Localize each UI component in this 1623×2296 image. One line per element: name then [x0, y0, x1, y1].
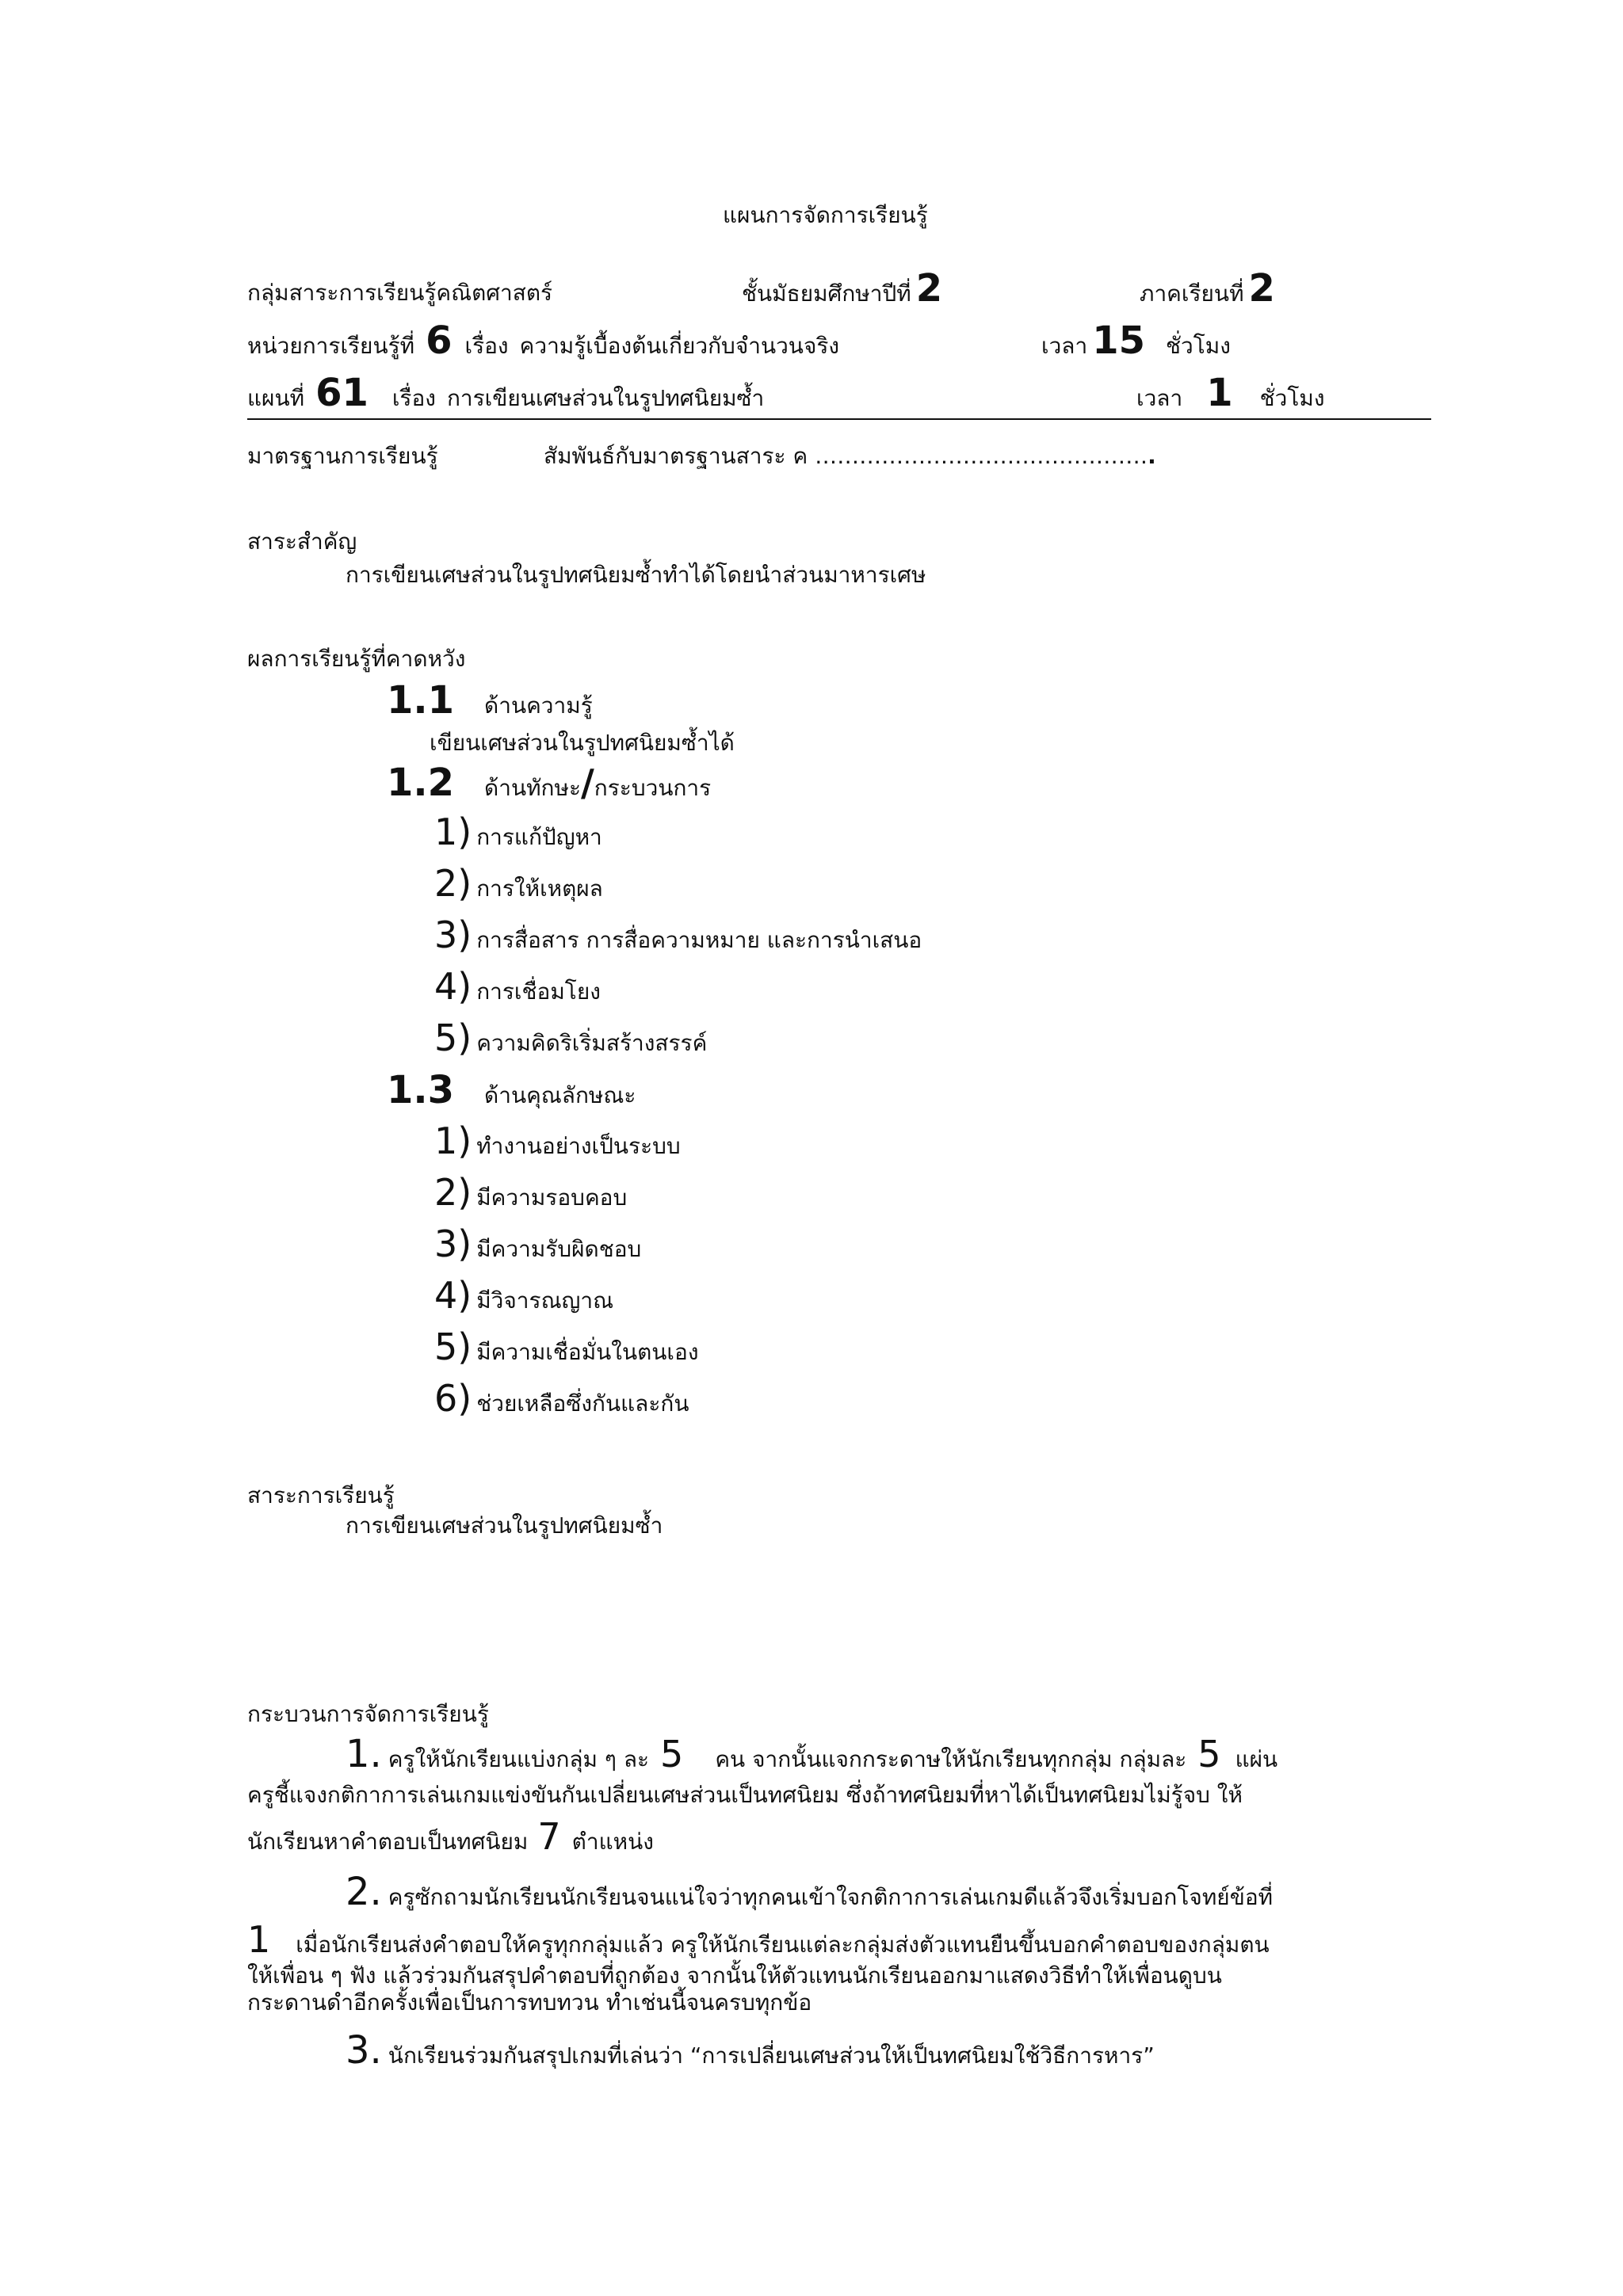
skill-item-number: 4)	[434, 965, 472, 1008]
attribute-item	[434, 1172, 627, 1214]
step-text: คน จากนั้นแจกกระดาษให้นักเรียนทุกกลุ่ม กลุ่มละ	[715, 1746, 1187, 1772]
page-title: แผนการจัดการเรียนรู้	[723, 202, 928, 228]
attribute-item-text: มีความเชื่อมั่นในตนเอง	[476, 1339, 699, 1365]
attribute-item	[434, 1378, 689, 1420]
unit-field	[247, 320, 839, 362]
process-step-2-line2	[247, 1919, 1270, 1961]
attribute-item-text: ทำงานอย่างเป็นระบบ	[476, 1133, 681, 1159]
process-step-3	[346, 2030, 1155, 2072]
skill-item	[434, 1017, 707, 1059]
plan-label: แผนที่	[247, 385, 305, 411]
standard-line	[544, 441, 1156, 472]
step-text: ครูให้นักเรียนแบ่งกลุ่ม ๆ ละ	[388, 1746, 650, 1772]
attribute-item-number: 3)	[434, 1222, 472, 1265]
attribute-item-text: มีวิจารณญาณ	[476, 1287, 614, 1314]
attribute-item	[434, 1326, 699, 1368]
unit-time-unit: ชั่วโมง	[1165, 333, 1231, 359]
semester-field	[1140, 268, 1275, 310]
grade-label: ชั้นมัธยมศึกษาปีที่	[742, 280, 911, 307]
skill-item-number: 3)	[434, 913, 472, 956]
step-number-value: 7	[537, 1815, 561, 1858]
skill-item-text: การเชื่อมโยง	[476, 978, 601, 1005]
step-text: แผ่น	[1235, 1746, 1278, 1772]
step-number-value: 5	[1197, 1733, 1221, 1775]
unit-time-field	[1041, 320, 1231, 362]
process-step-1	[346, 1733, 1277, 1775]
skill-item-text: การสื่อสาร การสื่อความหมาย และการนำเสนอ	[476, 927, 922, 953]
key-concept-text: การเขียนเศษส่วนในรูปทศนิยมซ้ำทำได้โดยนำส่วนมาหารเศษ	[346, 562, 926, 588]
skill-item	[434, 811, 602, 853]
skill-item-text: การให้เหตุผล	[476, 875, 603, 902]
attribute-item-text: มีความรอบคอบ	[476, 1184, 628, 1211]
outcome-knowledge-text: เขียนเศษส่วนในรูปทศนิยมซ้ำได้	[430, 730, 735, 756]
attribute-item-number: 2)	[434, 1171, 472, 1214]
outcome-skills-number: 1.2	[387, 761, 455, 805]
skill-item-number: 2)	[434, 862, 472, 905]
step-number-value: 1	[247, 1918, 271, 1961]
header-divider	[247, 418, 1431, 420]
step-text: นักเรียนร่วมกันสรุปเกมที่เล่นว่า “การเปลี่ยนเศษส่วนให้เป็นทศนิยมใช้วิธีการหาร”	[388, 2042, 1155, 2069]
attribute-item-number: 4)	[434, 1274, 472, 1317]
semester-label: ภาคเรียนที่	[1140, 280, 1244, 307]
plan-time-field	[1136, 372, 1325, 414]
plan-time-label: เวลา	[1136, 385, 1183, 411]
attribute-item	[434, 1223, 641, 1265]
skill-item-number: 5)	[434, 1016, 472, 1059]
skill-item	[434, 914, 922, 956]
plan-time-value: 1	[1206, 371, 1233, 415]
outcome-skills-label: ด้านทักษะ	[484, 775, 581, 801]
process-heading: กระบวนการจัดการเรียนรู้	[247, 1701, 489, 1727]
attribute-item	[434, 1275, 613, 1317]
step-number: 3.	[346, 2028, 382, 2073]
skill-item-text: การแก้ปัญหา	[476, 824, 602, 850]
unit-time-value: 15	[1092, 318, 1145, 363]
outcome-skills-slash: /	[580, 761, 594, 804]
step-text: ครูชี้แจงกติกาการเล่นเกมแข่งขันกันเปลี่ยนเศษส่วนเป็นทศนิยม ซึ่งถ้าทศนิยมที่หาได้เป็นทศนิยมไม่รู้จบ ให้	[247, 1782, 1243, 1808]
outcome-attributes-number: 1.3	[387, 1068, 455, 1112]
plan-value: 61	[315, 371, 369, 415]
step-number-value: 5	[660, 1733, 684, 1775]
content-heading: สาระการเรียนรู้	[247, 1482, 395, 1508]
step-text: กระดานดำอีกครั้งเพื่อเป็นการทบทวน ทำเช่นนี้จนครบทุกข้อ	[247, 1989, 812, 2016]
outcome-knowledge-label: ด้านความรู้	[484, 692, 593, 719]
skill-item	[434, 863, 603, 905]
standard-label: มาตรฐานการเรียนรู้	[247, 443, 438, 469]
outcome-skills-label-b: กระบวนการ	[594, 775, 712, 801]
attribute-item	[434, 1120, 681, 1162]
grade-value: 2	[915, 266, 943, 311]
unit-value: 6	[426, 318, 453, 363]
standard-end: .	[1148, 443, 1156, 469]
standard-text: สัมพันธ์กับมาตรฐานสาระ ค ………………………………………	[544, 443, 1148, 469]
step-number: 1.	[346, 1732, 382, 1776]
process-step-2	[346, 1871, 1273, 1913]
unit-topic-label: เรื่อง	[464, 333, 509, 359]
step-text: ให้เพื่อน ๆ ฟัง แล้วร่วมกันสรุปคำตอบที่ถูกต้อง จากนั้นให้ตัวแทนนักเรียนออกมาแสดงวิธีทำให้เพื่อนดูบน	[247, 1962, 1222, 1989]
outcome-knowledge-number: 1.1	[387, 678, 455, 723]
attribute-item-number: 1)	[434, 1119, 472, 1162]
unit-topic: ความรู้เบื้องต้นเกี่ยวกับจำนวนจริง	[519, 333, 840, 359]
step-text: เมื่อนักเรียนส่งคำตอบให้ครูทุกกลุ่มแล้ว ครูให้นักเรียนแต่ละกลุ่มส่งตัวแทนยืนขึ้นบอกคำตอบของกลุ่มตน	[296, 1932, 1270, 1958]
step-number: 2.	[346, 1870, 382, 1914]
outcome-attributes	[387, 1070, 636, 1112]
step-text: ครูซักถามนักเรียนนักเรียนจนแน่ใจว่าทุกคนเข้าใจกติกาการเล่นเกมดีแล้วจึงเริ่มบอกโจทย์ข้อที่	[388, 1884, 1274, 1910]
skill-item-text: ความคิดริเริ่มสร้างสรรค์	[476, 1030, 708, 1056]
outcome-attributes-label: ด้านคุณลักษณะ	[484, 1082, 636, 1108]
process-step-1-line3	[247, 1816, 654, 1858]
skill-item	[434, 966, 601, 1008]
grade-field	[742, 268, 942, 310]
skill-item-number: 1)	[434, 810, 472, 853]
plan-time-unit: ชั่วโมง	[1259, 385, 1325, 411]
key-concept-heading: สาระสำคัญ	[247, 528, 357, 555]
plan-topic: การเขียนเศษส่วนในรูปทศนิยมซ้ำ	[446, 385, 765, 411]
attribute-item-number: 6)	[434, 1377, 472, 1420]
plan-field	[247, 372, 764, 414]
semester-value: 2	[1248, 266, 1275, 311]
attribute-item-text: ช่วยเหลือซึ่งกันและกัน	[476, 1390, 689, 1417]
attribute-item-number: 5)	[434, 1325, 472, 1368]
attribute-item-text: มีความรับผิดชอบ	[476, 1236, 642, 1262]
outcome-skills	[387, 762, 711, 804]
content-text: การเขียนเศษส่วนในรูปทศนิยมซ้ำ	[346, 1512, 663, 1539]
unit-time-label: เวลา	[1041, 333, 1088, 359]
step-text: นักเรียนหาคำตอบเป็นทศนิยม	[247, 1829, 529, 1855]
outcomes-heading: ผลการเรียนรู้ที่คาดหวัง	[247, 646, 466, 672]
unit-label: หน่วยการเรียนรู้ที่	[247, 333, 415, 359]
subject-label: กลุ่มสาระการเรียนรู้คณิตศาสตร์	[247, 280, 553, 306]
outcome-knowledge	[387, 680, 593, 722]
plan-topic-label: เรื่อง	[391, 385, 436, 411]
step-text: ตำแหน่ง	[571, 1829, 654, 1855]
